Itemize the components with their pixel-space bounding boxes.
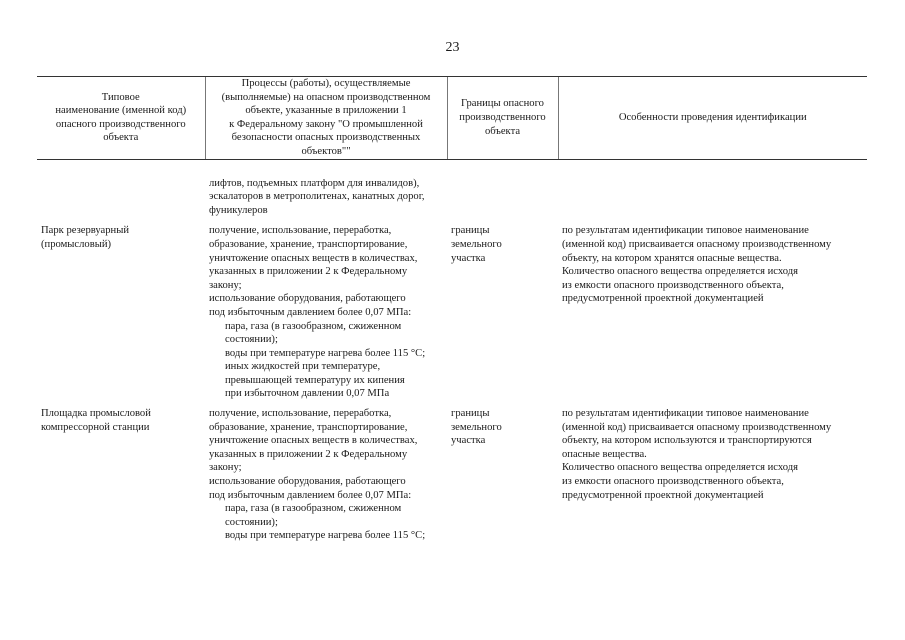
text-line-indented: пара, газа (в газообразном, сжиженном <box>225 503 402 515</box>
continuation-boundaries-cell <box>447 159 558 224</box>
text-line-indented: превышающей температуру их кипения <box>225 374 405 386</box>
text-line-indented: воды при температуре нагрева более 115 °С; <box>225 347 426 359</box>
features-cell <box>558 224 867 407</box>
text-line: уничтожение опасных веществ в количествах, <box>209 252 418 264</box>
text-line: предусмотренной проектной документацией <box>562 293 764 305</box>
text-line: под избыточным давлением более 0,07 МПа: <box>209 306 412 318</box>
text-line: получение, использование, переработка, <box>209 225 392 237</box>
table-header-row <box>37 77 867 160</box>
text-line: объекту, на котором хранятся опасные вещества. <box>562 252 782 264</box>
text-line: указанных в приложении 2 к Федеральному <box>209 448 408 460</box>
text-line: Парк резервуарный <box>41 225 130 237</box>
text-line-indented: состоянии); <box>225 516 278 528</box>
header-boundaries <box>447 77 558 160</box>
text-line: Площадка промысловой <box>41 408 151 420</box>
text-line: границы <box>451 225 490 237</box>
text-line: получение, использование, переработка, <box>209 408 392 420</box>
text-line: из емкости опасного производственного объекта, <box>562 476 784 488</box>
header-line: Границы опасного <box>461 98 544 110</box>
text-line: Количество опасного вещества определяется исходя <box>562 266 798 278</box>
text-line: участка <box>451 435 486 447</box>
table-row <box>37 407 867 549</box>
header-line: объекта <box>103 132 139 144</box>
text-line: Количество опасного вещества определяется исходя <box>562 462 798 474</box>
continuation-features-cell <box>558 159 867 224</box>
text-line-indented: иных жидкостей при температуре, <box>225 361 381 373</box>
text-line: указанных в приложении 2 к Федеральному <box>209 266 408 278</box>
object-name-cell <box>37 407 205 549</box>
text-line: использование оборудования, работающего <box>209 293 406 305</box>
text-line: уничтожение опасных веществ в количествах, <box>209 435 418 447</box>
text-line: закону; <box>209 462 242 474</box>
header-features <box>558 77 867 160</box>
text-line-indented: состоянии); <box>225 334 278 346</box>
header-line: объектов"" <box>301 145 351 157</box>
text-line-indented: при избыточном давлении 0,07 МПа <box>225 388 390 400</box>
header-line: безопасности опасных производственных <box>231 132 421 144</box>
text-line: (именной код) присваивается опасному производственному <box>562 238 832 250</box>
identification-table <box>37 76 867 549</box>
header-line: опасного производственного <box>55 118 186 130</box>
header-line: Типовое <box>101 91 140 103</box>
header-line: Процессы (работы), осуществляемые <box>241 78 411 89</box>
object-name-cell <box>37 224 205 407</box>
continuation-processes-cell <box>205 159 447 224</box>
header-object-name <box>37 77 205 160</box>
header-line: наименование (именной код) <box>55 105 187 117</box>
continuation-row <box>37 159 867 224</box>
text-line: фуникулеров <box>209 204 268 216</box>
text-line: предусмотренной проектной документацией <box>562 489 764 501</box>
header-line: (выполняемые) на опасном производственном <box>221 91 431 103</box>
text-line: закону; <box>209 279 242 291</box>
text-line-indented: воды при температуре нагрева более 115 °С; <box>225 530 426 542</box>
text-line: эскалаторов в метрополитенах, канатных дорог, <box>209 191 425 203</box>
text-line: образование, хранение, транспортирование, <box>209 421 408 433</box>
header-line: объекте, указанные в приложении 1 <box>245 105 407 117</box>
text-line: образование, хранение, транспортирование, <box>209 238 408 250</box>
boundaries-cell <box>447 407 558 549</box>
header-line: Особенности проведения идентификации <box>618 111 807 123</box>
text-line: по результатам идентификации типовое наименование <box>562 408 809 420</box>
text-line: по результатам идентификации типовое наименование <box>562 225 809 237</box>
text-line: компрессорной станции <box>41 421 150 433</box>
text-line: использование оборудования, работающего <box>209 476 406 488</box>
table-row <box>37 224 867 407</box>
text-line: (именной код) присваивается опасному производственному <box>562 421 832 433</box>
text-line-indented: пара, газа (в газообразном, сжиженном <box>225 320 402 332</box>
header-line: производственного <box>459 111 546 123</box>
features-cell <box>558 407 867 549</box>
processes-cell <box>205 224 447 407</box>
boundaries-cell <box>447 224 558 407</box>
processes-cell <box>205 407 447 549</box>
page-number: 23 <box>445 40 460 55</box>
text-line: объекту, на котором используются и транспортируются <box>562 435 812 447</box>
text-line: из емкости опасного производственного объекта, <box>562 279 784 291</box>
header-processes <box>205 77 447 160</box>
header-line: к Федеральному закону "О промышленной <box>229 118 423 130</box>
continuation-name-cell <box>37 159 205 224</box>
text-line: (промысловый) <box>41 238 112 250</box>
text-line: земельного <box>451 421 502 433</box>
text-line: участка <box>451 252 486 264</box>
header-line: объекта <box>484 125 521 137</box>
text-line: границы <box>451 408 490 420</box>
text-line: лифтов, подъемных платформ для инвалидов), <box>209 177 420 189</box>
text-line: под избыточным давлением более 0,07 МПа: <box>209 489 412 501</box>
text-line: опасные вещества. <box>562 448 647 460</box>
text-line: земельного <box>451 238 502 250</box>
